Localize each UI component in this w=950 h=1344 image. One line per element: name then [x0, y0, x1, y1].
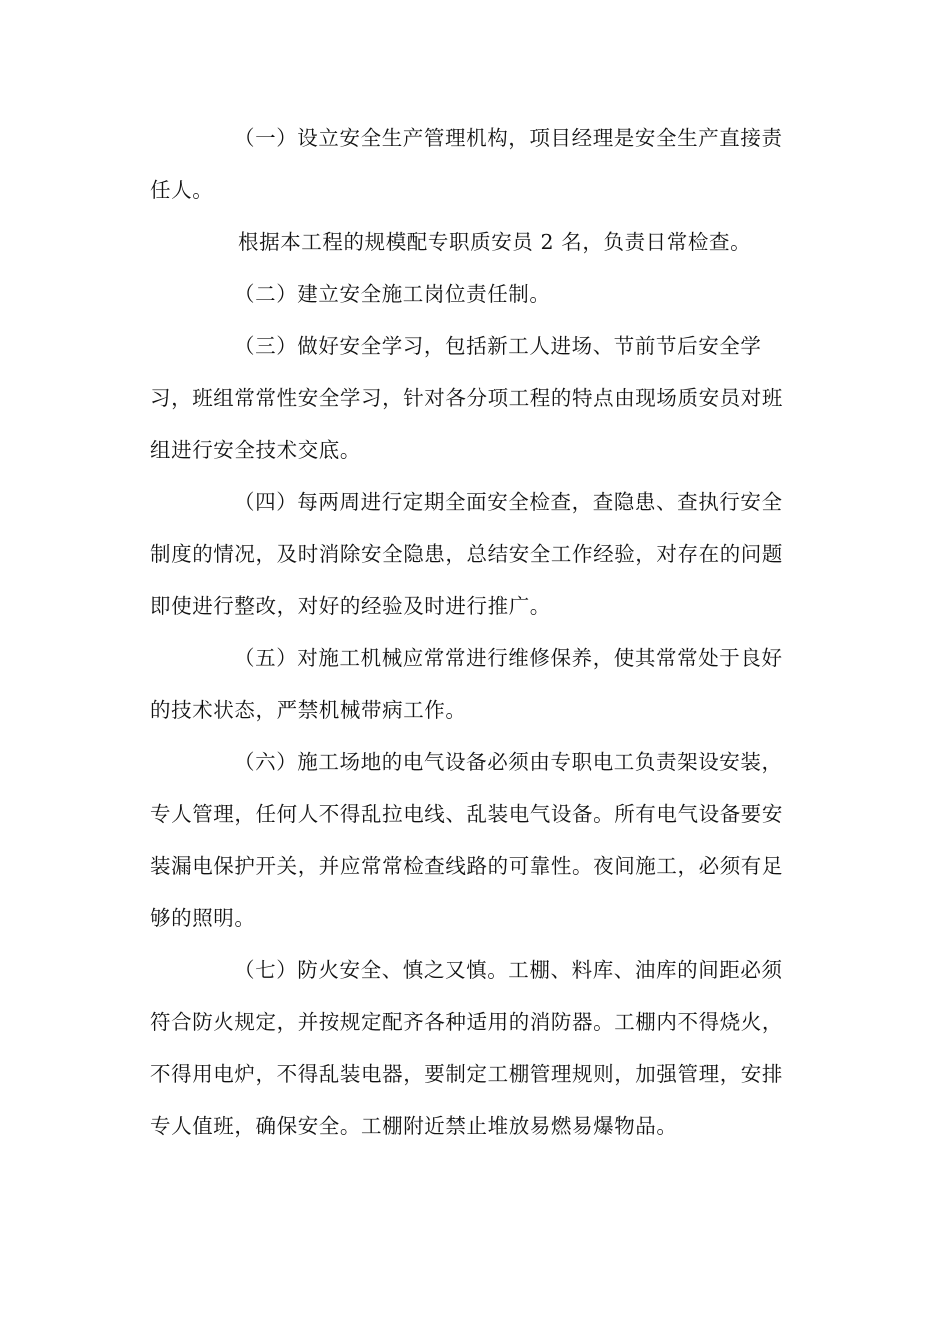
paragraph-2: 根据本工程的规模配专职质安员 2 名，负责日常检查。 — [238, 230, 752, 254]
paragraph-6: （五）对施工机械应常常进行维修保养，使其常常处于良好的技术状态，严禁机械带病工作。 — [150, 646, 783, 722]
paragraph-8: （七）防火安全、慎之又慎。工棚、料库、油库的间距必须符合防火规定，并按规定配齐各种适用的消防器。工棚内不得烧火，不得用电炉，不得乱装电器，要制定工棚管理规则，加强管理，安排专人值班，确保安全。工棚附近禁止堆放易燃易爆物品。 — [150, 958, 783, 1138]
paragraph-4: （三）做好安全学习，包括新工人进场、节前节后安全学习，班组常常性安全学习，针对各分项工程的特点由现场质安员对班组进行安全技术交底。 — [150, 334, 783, 462]
paragraph-7: （六）施工场地的电气设备必须由专职电工负责架设安装，专人管理，任何人不得乱拉电线、乱装电气设备。所有电气设备要安装漏电保护开关，并应常常检查线路的可靠性。夜间施工，必须有足够的照明。 — [150, 750, 783, 930]
paragraph-3: （二）建立安全施工岗位责任制。 — [234, 282, 551, 306]
paragraph-5: （四）每两周进行定期全面安全检查，查隐患、查执行安全制度的情况，及时消除安全隐患，总结安全工作经验，对存在的问题即使进行整改，对好的经验及时进行推广。 — [150, 490, 783, 618]
paragraph-1: （一）设立安全生产管理机构，项目经理是安全生产直接责任人。 — [150, 126, 783, 202]
document-body — [150, 112, 800, 1152]
